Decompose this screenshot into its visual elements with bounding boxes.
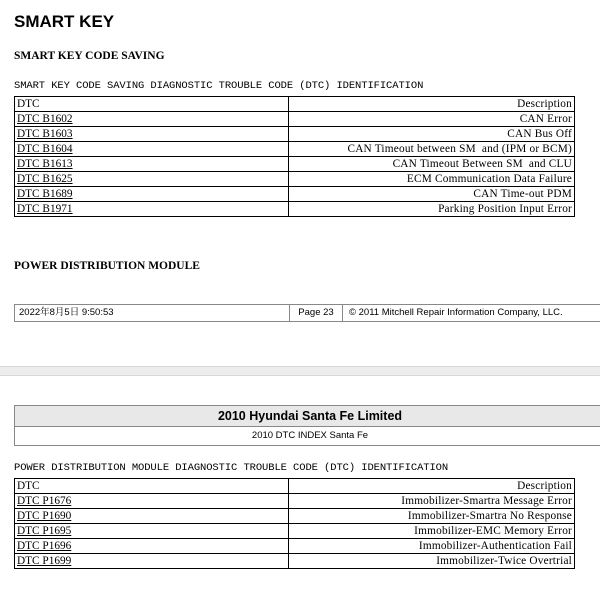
table-row: [15, 112, 575, 127]
section-title: POWER DISTRIBUTION MODULE: [14, 260, 200, 272]
dtc-link[interactable]: DTC B1625: [17, 173, 73, 185]
document-subtitle: 2010 DTC INDEX Santa Fe: [251, 430, 369, 441]
dtc-description: CAN Time-out PDM: [289, 187, 575, 202]
table-caption: SMART KEY CODE SAVING DIAGNOSTIC TROUBLE CODE (DTC) IDENTIFICATION: [14, 80, 424, 92]
table-row: [15, 142, 575, 157]
dtc-description: ECM Communication Data Failure: [289, 172, 575, 187]
page-footer: [14, 304, 600, 322]
dtc-link[interactable]: DTC B1971: [17, 203, 73, 215]
section-title: SMART KEY CODE SAVING: [14, 50, 165, 62]
dtc-link[interactable]: DTC P1699: [17, 555, 72, 567]
dtc-link[interactable]: DTC B1603: [17, 128, 73, 140]
page-header: [14, 405, 600, 446]
dtc-description: CAN Timeout between SM and (IPM or BCM): [289, 142, 575, 157]
dtc-description: Immobilizer-EMC Memory Error: [289, 524, 575, 539]
dtc-description: Immobilizer-Smartra Message Error: [289, 494, 575, 509]
table-row: [15, 127, 575, 142]
dtc-description: CAN Timeout Between SM and CLU: [289, 157, 575, 172]
table-row: [15, 524, 575, 539]
dtc-description: Immobilizer-Authentication Fail: [289, 539, 575, 554]
table-row: [15, 157, 575, 172]
dtc-link[interactable]: DTC B1613: [17, 158, 73, 170]
column-header-dtc: DTC: [15, 97, 289, 112]
smart-key-dtc-table: [14, 96, 575, 217]
dtc-link[interactable]: DTC B1604: [17, 143, 73, 155]
dtc-description: Immobilizer-Smartra No Response: [289, 509, 575, 524]
table-header-row: [15, 97, 575, 112]
dtc-link[interactable]: DTC P1676: [17, 495, 72, 507]
page-title: SMART KEY: [14, 12, 115, 31]
dtc-description: Parking Position Input Error: [289, 202, 575, 217]
dtc-link[interactable]: DTC P1695: [17, 525, 72, 537]
table-row: [15, 187, 575, 202]
table-row: [15, 554, 575, 569]
table-row: [15, 494, 575, 509]
footer-page-number: Page 23: [290, 305, 343, 321]
table-row: [15, 509, 575, 524]
dtc-link[interactable]: DTC B1689: [17, 188, 73, 200]
table-row: [15, 172, 575, 187]
footer-datetime: 2022年8月5日 9:50:53: [15, 305, 290, 321]
dtc-description: Immobilizer-Twice Overtrial: [289, 554, 575, 569]
table-caption: POWER DISTRIBUTION MODULE DIAGNOSTIC TROUBLE CODE (DTC) IDENTIFICATION: [14, 462, 449, 474]
dtc-description: CAN Bus Off: [289, 127, 575, 142]
table-header-row: [15, 479, 575, 494]
footer-copyright: © 2011 Mitchell Repair Information Company, LLC.: [349, 307, 563, 318]
column-header-description: Description: [289, 97, 575, 112]
table-row: [15, 202, 575, 217]
page-separator: [0, 366, 600, 376]
table-row: [15, 539, 575, 554]
vehicle-title: 2010 Hyundai Santa Fe Limited: [15, 406, 600, 427]
pdm-dtc-table: [14, 478, 575, 569]
column-header-dtc: DTC: [15, 479, 289, 494]
dtc-link[interactable]: DTC P1696: [17, 540, 72, 552]
dtc-link[interactable]: DTC P1690: [17, 510, 72, 522]
column-header-description: Description: [289, 479, 575, 494]
dtc-link[interactable]: DTC B1602: [17, 113, 73, 125]
dtc-description: CAN Error: [289, 112, 575, 127]
